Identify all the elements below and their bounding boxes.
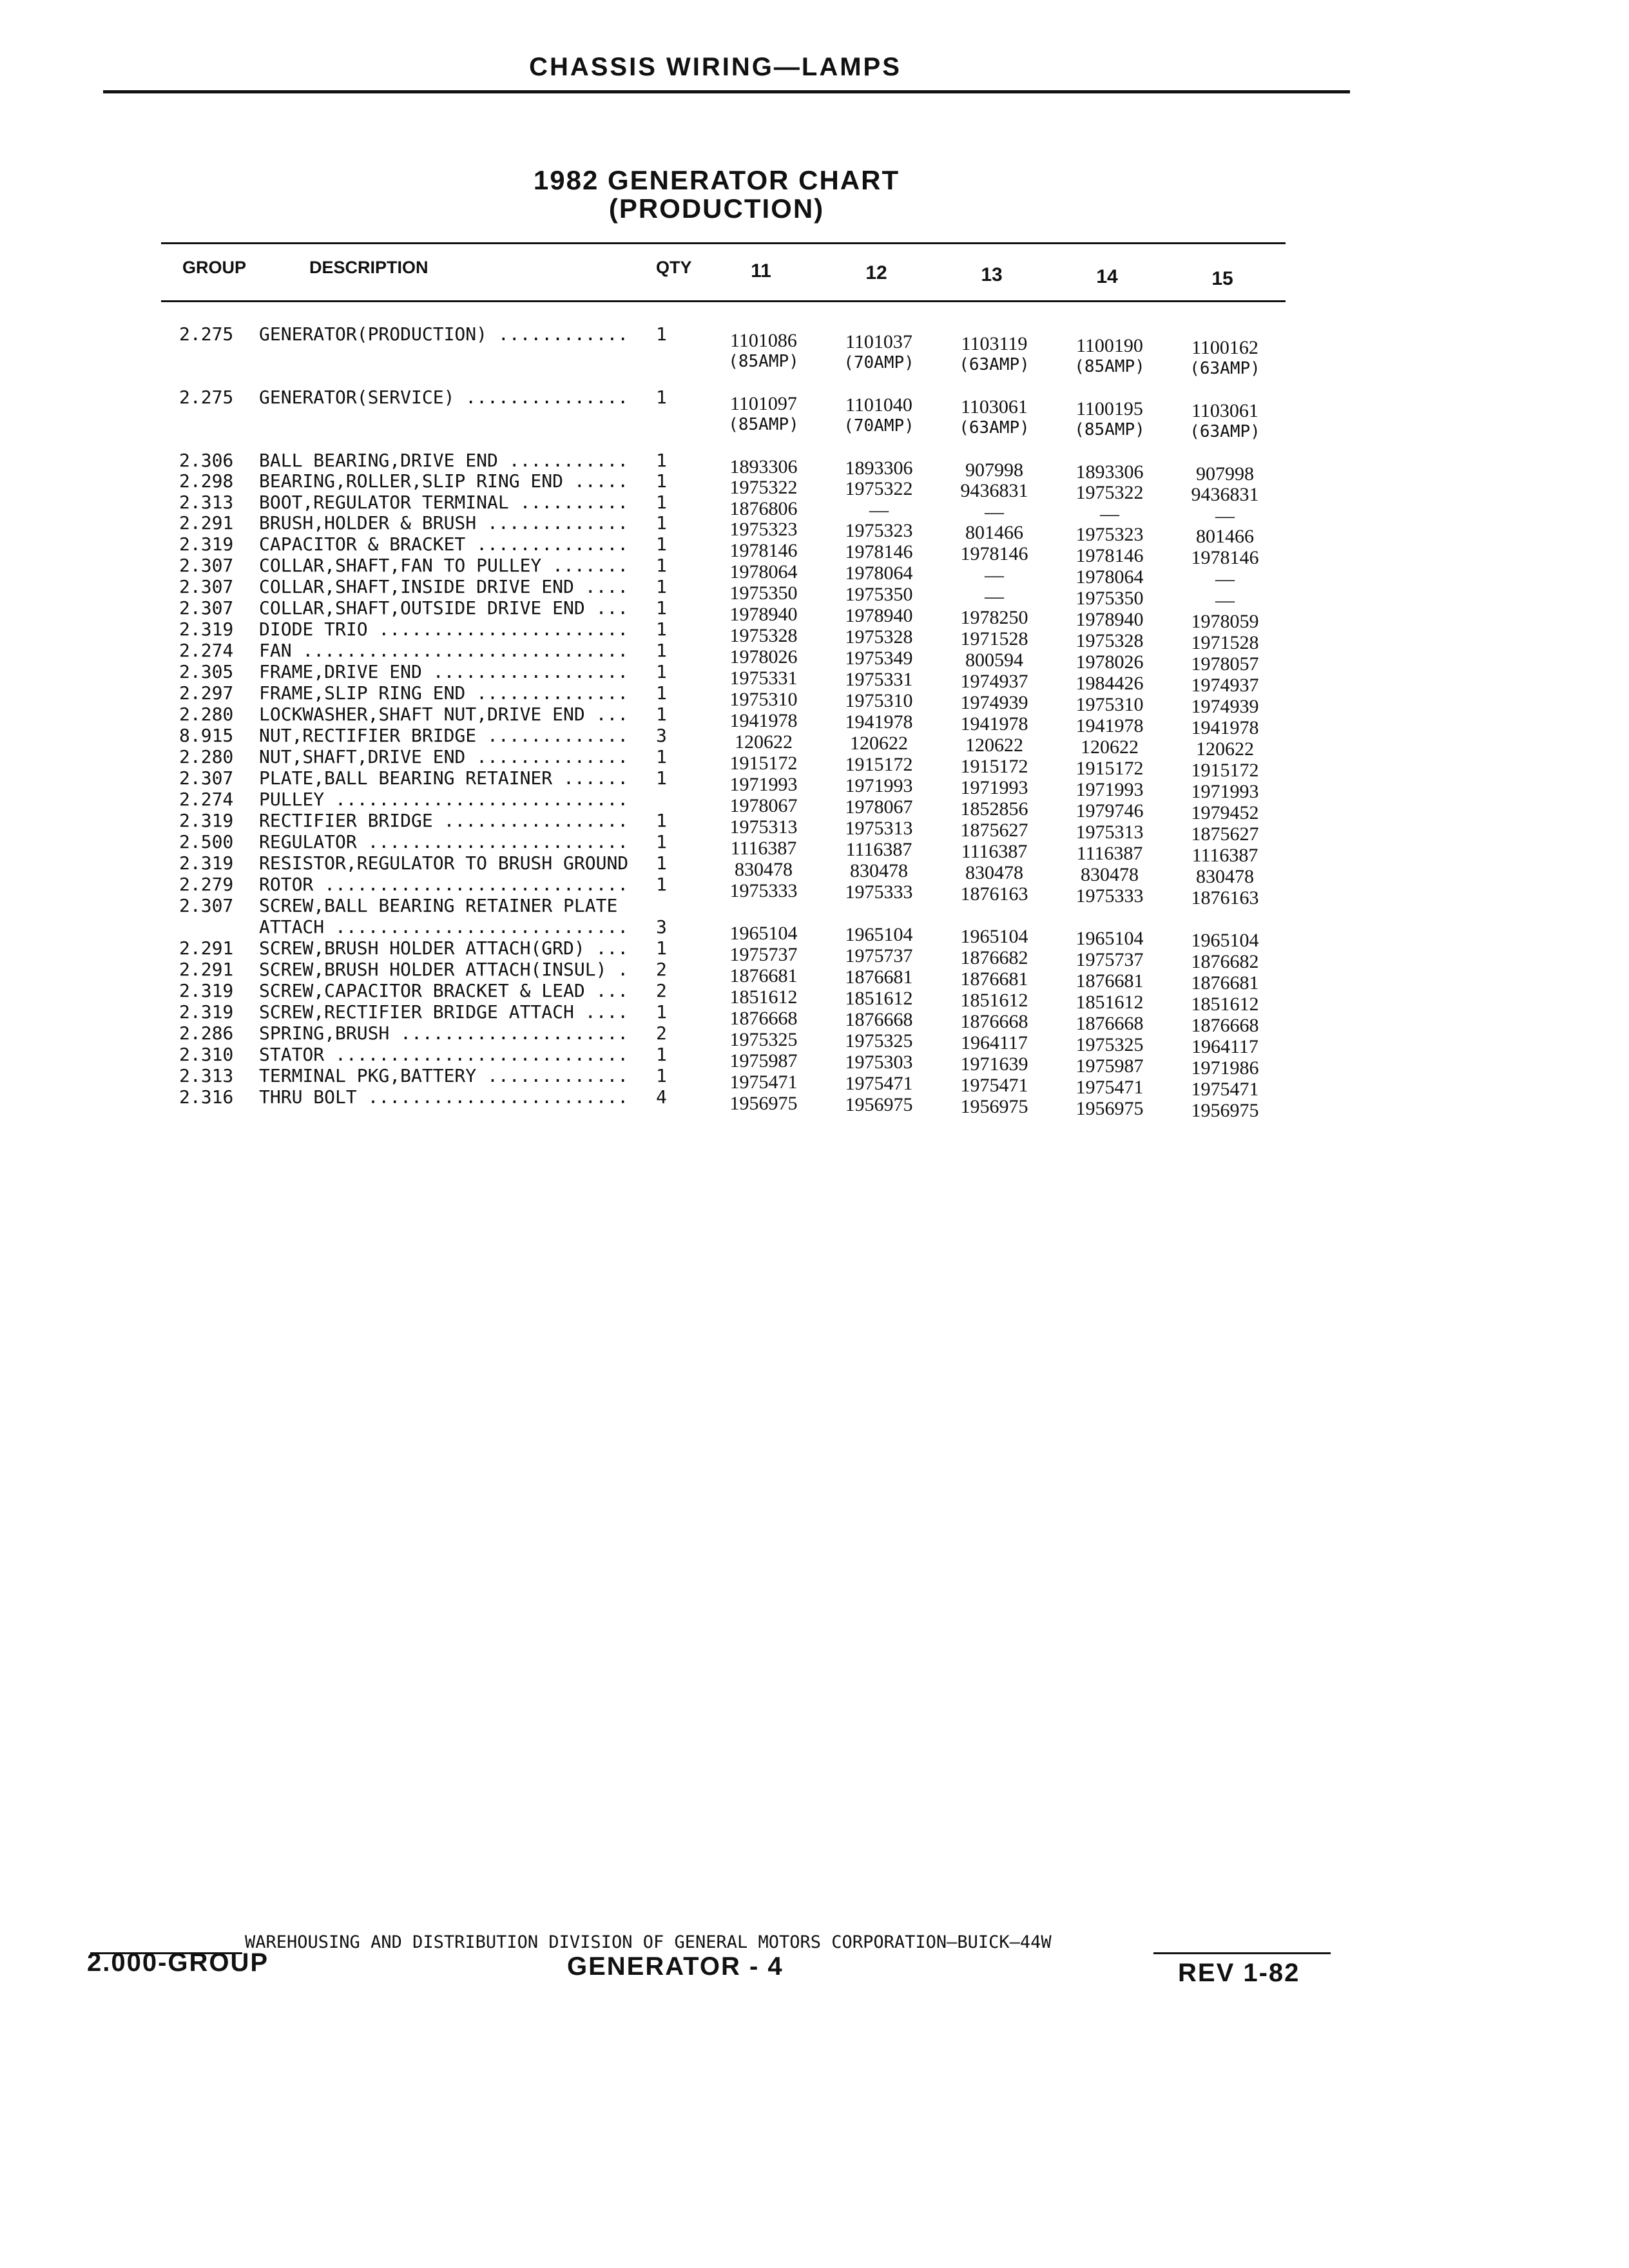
part-description: COLLAR,SHAFT,FAN TO PULLEY .......	[259, 555, 629, 576]
amperage-cell: (85AMP)	[1074, 357, 1145, 376]
part-quantity: 1	[656, 661, 667, 682]
part-number-cell: —	[985, 501, 1004, 523]
part-number-cell: 1975310	[1075, 694, 1144, 715]
amperage-cell: (70AMP)	[843, 416, 914, 436]
part-quantity: 1	[656, 450, 667, 471]
part-number-cell: 1978940	[845, 605, 913, 626]
part-number-cell: 1956975	[845, 1094, 913, 1115]
part-number-cell: —	[1215, 568, 1235, 590]
part-number-cell: 1978067	[845, 796, 913, 818]
part-quantity: 1	[656, 1044, 667, 1065]
group-number: 2.274	[179, 640, 234, 661]
part-number-cell: 1116387	[845, 839, 912, 860]
part-number-cell: 1978146	[729, 540, 798, 561]
part-number-cell: 1941978	[960, 713, 1028, 735]
group-number: 2.275	[179, 387, 234, 408]
part-number-cell: 830478	[1196, 866, 1254, 887]
part-number-cell: 1975471	[845, 1073, 913, 1094]
part-number-cell: 1965104	[1075, 928, 1144, 949]
part-description: CAPACITOR & BRACKET ..............	[259, 533, 629, 555]
part-number-cell: 1876668	[1075, 1013, 1144, 1034]
part-number-cell: 1975737	[845, 945, 913, 966]
part-description: BALL BEARING,DRIVE END ...........	[259, 450, 629, 471]
part-number-cell: 1851612	[1191, 994, 1259, 1015]
part-number-cell: 1971993	[845, 775, 913, 796]
part-number-cell: 1915172	[845, 754, 913, 775]
part-number-cell: 1876668	[1191, 1015, 1259, 1036]
part-number-cell: 1964117	[1191, 1036, 1258, 1057]
part-number-cell: 1941978	[1191, 717, 1259, 738]
part-number-cell: 1876163	[960, 883, 1028, 905]
part-number-cell: 1975331	[729, 668, 798, 689]
group-number: 2.307	[179, 767, 234, 789]
part-number-cell: 1851612	[729, 986, 798, 1008]
group-number: 2.313	[179, 492, 234, 513]
part-number-cell: 1975323	[1075, 524, 1144, 545]
part-number-cell: 1941978	[1075, 715, 1144, 736]
part-number-cell: 1876668	[845, 1009, 913, 1030]
part-number-cell: 1975313	[1075, 822, 1144, 843]
part-number-cell: 1975471	[729, 1072, 798, 1093]
part-quantity: 1	[656, 492, 667, 513]
footer-group-label: 2.000-GROUP	[87, 1948, 269, 1977]
amperage-cell: (85AMP)	[1074, 420, 1145, 439]
model-column-header: 11	[751, 260, 771, 282]
part-number-cell: 907998	[1196, 463, 1254, 485]
part-quantity: 1	[656, 576, 667, 597]
part-quantity: 1	[656, 1001, 667, 1023]
part-quantity: 2	[656, 980, 667, 1001]
part-number-cell: 1852856	[960, 798, 1028, 820]
part-number-cell: 1978146	[960, 543, 1028, 564]
part-number-cell: 1876668	[729, 1008, 798, 1029]
part-number-cell: 1971993	[729, 774, 798, 795]
part-number-cell: —	[1100, 503, 1119, 524]
part-number-cell: 830478	[735, 859, 793, 880]
amperage-cell: (70AMP)	[843, 353, 914, 372]
part-number-cell: 830478	[850, 860, 908, 881]
part-quantity: 1	[656, 555, 667, 576]
part-number-cell: 1975325	[1075, 1034, 1144, 1055]
part-quantity: 1	[656, 746, 667, 767]
part-number-cell: 1975471	[1075, 1077, 1144, 1098]
part-number-cell: 1956975	[1191, 1100, 1259, 1121]
part-number-cell: 1975333	[729, 880, 798, 901]
part-description: LOCKWASHER,SHAFT NUT,DRIVE END ...	[259, 704, 629, 725]
group-number: 2.319	[179, 810, 234, 831]
part-number-cell: 1978057	[1191, 653, 1259, 675]
part-number-cell: 1965104	[845, 924, 913, 945]
model-column-header: 13	[981, 264, 1003, 285]
group-column-header: GROUP	[182, 258, 247, 277]
part-number-cell: 1975349	[845, 648, 913, 669]
part-number-cell: 1876681	[960, 968, 1028, 990]
part-number-cell: 1975471	[960, 1075, 1028, 1096]
part-number-cell: 1964117	[961, 1032, 1028, 1053]
part-number-cell: 1956975	[1075, 1098, 1144, 1119]
part-description: BEARING,ROLLER,SLIP RING END .....	[259, 470, 629, 492]
part-number-cell: 1975331	[845, 669, 913, 690]
part-number-cell: 1893306	[729, 456, 798, 477]
part-number-cell: 1978026	[729, 646, 798, 668]
part-number-cell: 1116387	[1076, 843, 1143, 864]
part-number-cell: 1975350	[845, 584, 913, 605]
part-number-cell: 1974937	[960, 671, 1028, 692]
part-number-cell: 1975322	[845, 478, 913, 499]
part-number-cell: 1979452	[1191, 802, 1259, 823]
part-number-cell: 120622	[1196, 738, 1254, 760]
amperage-cell: (63AMP)	[959, 418, 1030, 437]
part-number-cell: 1101086	[730, 330, 797, 351]
group-number: 2.319	[179, 619, 234, 640]
part-description: THRU BOLT ........................	[259, 1086, 629, 1108]
part-quantity: 1	[656, 874, 667, 895]
chart-title-line2: (PRODUCTION)	[608, 193, 825, 224]
part-number-cell: 1975323	[729, 519, 798, 540]
description-column-header: DESCRIPTION	[309, 258, 429, 277]
part-number-cell: 1965104	[960, 926, 1028, 947]
group-number: 2.280	[179, 704, 234, 725]
part-description: GENERATOR(SERVICE) ...............	[259, 387, 629, 408]
part-number-cell: 1915172	[1075, 758, 1144, 779]
part-quantity: 1	[656, 387, 667, 408]
part-number-cell: 1876163	[1191, 887, 1259, 908]
part-quantity: 1	[656, 831, 667, 852]
part-number-cell: —	[985, 564, 1004, 586]
part-description: SCREW,RECTIFIER BRIDGE ATTACH ....	[259, 1001, 629, 1023]
group-number: 2.307	[179, 576, 234, 597]
part-number-cell: 830478	[965, 862, 1023, 883]
part-quantity: 1	[656, 810, 667, 831]
part-number-cell: 1975325	[845, 1030, 913, 1052]
part-number-cell: 1978059	[1191, 611, 1259, 632]
group-number: 2.319	[179, 980, 234, 1001]
group-number: 2.319	[179, 1001, 234, 1023]
part-quantity: 1	[656, 323, 667, 345]
part-quantity: 1	[656, 619, 667, 640]
part-number-cell: —	[985, 586, 1004, 607]
part-number-cell: 1941978	[729, 710, 798, 731]
part-description: FRAME,SLIP RING END ..............	[259, 682, 629, 704]
part-number-cell: 1893306	[1075, 461, 1144, 483]
part-number-cell: 1975350	[729, 582, 798, 604]
qty-column-header: QTY	[656, 258, 692, 277]
part-number-cell: 1975333	[845, 881, 913, 903]
part-number-cell: 1876668	[960, 1011, 1028, 1032]
part-quantity: 1	[656, 1065, 667, 1086]
part-number-cell: 1965104	[729, 923, 798, 944]
part-number-cell: —	[869, 499, 889, 521]
table-row	[0, 1086, 1629, 1121]
part-number-cell: 120622	[1081, 736, 1139, 758]
part-number-cell: 1978940	[729, 604, 798, 625]
part-number-cell: —	[1215, 590, 1235, 611]
footer-rule-right	[1153, 1952, 1331, 1954]
part-number-cell: 907998	[965, 459, 1023, 481]
amperage-cell: (63AMP)	[1190, 359, 1260, 378]
part-number-cell: 1851612	[845, 988, 913, 1009]
part-number-cell: 1975333	[1075, 885, 1144, 907]
part-number-cell: 1851612	[960, 990, 1028, 1011]
part-quantity: 1	[656, 852, 667, 874]
part-number-cell: 1915172	[1191, 760, 1259, 781]
group-number: 2.286	[179, 1023, 234, 1044]
part-number-cell: 1975987	[729, 1050, 798, 1072]
amperage-cell: (85AMP)	[728, 352, 799, 371]
part-number-cell: 1975737	[1075, 949, 1144, 970]
part-number-cell: 1975313	[845, 818, 913, 839]
part-description: PLATE,BALL BEARING RETAINER ......	[259, 767, 629, 789]
part-number-cell: 1851612	[1075, 992, 1144, 1013]
amperage-cell: (85AMP)	[728, 415, 799, 434]
part-number-cell: 1975303	[845, 1052, 913, 1073]
group-number: 8.915	[179, 725, 234, 746]
part-quantity: 3	[656, 916, 667, 937]
part-number-cell: 1978064	[729, 561, 798, 582]
part-number-cell: 1876682	[1191, 951, 1259, 972]
part-number-cell: 1975328	[729, 625, 798, 646]
part-number-cell: 1975325	[729, 1029, 798, 1050]
group-number: 2.316	[179, 1086, 234, 1108]
part-description: GENERATOR(PRODUCTION) ............	[259, 323, 629, 345]
part-number-cell: 1100162	[1191, 337, 1258, 358]
part-number-cell: 1975310	[845, 690, 913, 711]
part-description: NUT,SHAFT,DRIVE END ..............	[259, 746, 629, 767]
part-number-cell: 1875627	[1191, 823, 1259, 845]
part-number-cell: 1876681	[845, 966, 913, 988]
part-number-cell: 1956975	[729, 1093, 798, 1114]
part-number-cell: 1975323	[845, 520, 913, 541]
part-number-cell: 1956975	[960, 1096, 1028, 1117]
model-column-header: 12	[865, 262, 887, 284]
group-number: 2.291	[179, 512, 234, 533]
group-number: 2.319	[179, 533, 234, 555]
part-number-cell: 1103119	[961, 333, 1028, 354]
group-number: 2.307	[179, 597, 234, 619]
table-row	[0, 895, 1629, 917]
part-number-cell: 1978064	[845, 562, 913, 584]
part-quantity: 1	[656, 767, 667, 789]
part-number-cell: 1975322	[729, 477, 798, 498]
chart-title-line1: 1982 GENERATOR CHART	[533, 165, 900, 195]
part-description: REGULATOR ........................	[259, 831, 629, 852]
part-number-cell: 1984426	[1075, 673, 1144, 694]
part-number-cell: 1975987	[1075, 1055, 1144, 1077]
group-number: 2.313	[179, 1065, 234, 1086]
group-number: 2.291	[179, 937, 234, 959]
part-number-cell: 1975310	[729, 689, 798, 710]
group-number: 2.279	[179, 874, 234, 895]
part-number-cell: 1975350	[1075, 588, 1144, 609]
table-row	[0, 323, 1629, 378]
amperage-cell: (63AMP)	[959, 355, 1030, 374]
part-number-cell: 1978146	[845, 541, 913, 562]
part-description: PULLEY ...........................	[259, 789, 629, 810]
part-number-cell: 1971528	[960, 628, 1028, 649]
group-number: 2.274	[179, 789, 234, 810]
part-number-cell: 1971528	[1191, 632, 1259, 653]
section-title: CHASSIS WIRING—LAMPS	[529, 53, 901, 81]
part-number-cell: 1971993	[1191, 781, 1259, 802]
part-number-cell: 1116387	[961, 841, 1028, 862]
part-description: FRAME,DRIVE END ..................	[259, 661, 629, 682]
part-quantity: 1	[656, 937, 667, 959]
group-number: 2.307	[179, 555, 234, 576]
part-description: SCREW,BRUSH HOLDER ATTACH(INSUL) .	[259, 959, 629, 980]
part-quantity: 4	[656, 1086, 667, 1108]
group-number: 2.319	[179, 852, 234, 874]
part-number-cell: 1975313	[729, 816, 798, 838]
part-description: RESISTOR,REGULATOR TO BRUSH GROUND	[259, 852, 629, 874]
part-description: ATTACH ...........................	[259, 916, 629, 937]
group-number: 2.306	[179, 450, 234, 471]
part-number-cell: 801466	[1196, 526, 1254, 547]
group-number: 2.298	[179, 470, 234, 492]
group-number: 2.291	[179, 959, 234, 980]
group-number: 2.307	[179, 895, 234, 916]
part-number-cell: 1101037	[845, 331, 912, 352]
group-number: 2.297	[179, 682, 234, 704]
part-quantity: 1	[656, 597, 667, 619]
part-number-cell: 1876681	[1075, 970, 1144, 992]
group-number: 2.500	[179, 831, 234, 852]
part-description: SPRING,BRUSH .....................	[259, 1023, 629, 1044]
part-number-cell: 1103061	[961, 396, 1028, 418]
part-number-cell: 801466	[965, 522, 1023, 543]
part-description: COLLAR,SHAFT,INSIDE DRIVE END ....	[259, 576, 629, 597]
part-description: NUT,RECTIFIER BRIDGE .............	[259, 725, 629, 746]
part-number-cell: 1103061	[1191, 400, 1258, 421]
part-number-cell: 1101040	[845, 394, 912, 416]
amperage-cell: (63AMP)	[1190, 422, 1260, 441]
part-number-cell: 120622	[850, 733, 908, 754]
part-number-cell: 1978940	[1075, 609, 1144, 630]
part-number-cell: 1875627	[960, 820, 1028, 841]
part-number-cell: 120622	[735, 731, 793, 753]
group-number: 2.280	[179, 746, 234, 767]
part-description: DIODE TRIO .......................	[259, 619, 629, 640]
part-number-cell: 1876682	[960, 947, 1028, 968]
part-quantity: 1	[656, 640, 667, 661]
part-number-cell: 830478	[1081, 864, 1139, 885]
part-number-cell: 1975328	[845, 626, 913, 648]
part-number-cell: 1876681	[1191, 972, 1259, 994]
model-column-header: 14	[1096, 266, 1118, 287]
part-quantity: 1	[656, 682, 667, 704]
part-quantity: 2	[656, 1023, 667, 1044]
part-description: ROTOR ............................	[259, 874, 629, 895]
part-number-cell: 1974939	[960, 692, 1028, 713]
part-number-cell: 9436831	[960, 480, 1028, 501]
part-number-cell: 1100195	[1076, 398, 1143, 419]
part-description: SCREW,CAPACITOR BRACKET & LEAD ...	[259, 980, 629, 1001]
footer-organization: WAREHOUSING AND DISTRIBUTION DIVISION OF GENERAL MOTORS CORPORATION—BUICK—44W	[245, 1932, 1052, 1952]
part-number-cell: 1974939	[1191, 696, 1259, 717]
part-number-cell: 9436831	[1191, 484, 1259, 505]
part-number-cell: 1971993	[960, 777, 1028, 798]
part-quantity: 1	[656, 704, 667, 725]
part-number-cell: 1975737	[729, 944, 798, 965]
part-number-cell: 1876806	[729, 498, 798, 519]
part-number-cell: 1978064	[1075, 566, 1144, 588]
part-description: COLLAR,SHAFT,OUTSIDE DRIVE END ...	[259, 597, 629, 619]
part-number-cell: 1116387	[730, 838, 797, 859]
part-number-cell: 1101097	[730, 393, 797, 414]
group-number: 2.275	[179, 323, 234, 345]
part-number-cell: 1116387	[1191, 845, 1258, 866]
part-quantity: 3	[656, 725, 667, 746]
group-number: 2.310	[179, 1044, 234, 1065]
part-number-cell: 1971639	[960, 1053, 1028, 1075]
part-number-cell: 1971993	[1075, 779, 1144, 800]
part-number-cell: 1975471	[1191, 1079, 1259, 1100]
part-number-cell: 1979746	[1075, 800, 1144, 822]
part-number-cell: 1971986	[1191, 1057, 1259, 1079]
part-number-cell: 120622	[965, 735, 1023, 756]
part-number-cell: 1915172	[729, 753, 798, 774]
part-description: BRUSH,HOLDER & BRUSH .............	[259, 512, 629, 533]
part-number-cell: 1965104	[1191, 930, 1259, 951]
part-description: BOOT,REGULATOR TERMINAL ..........	[259, 492, 629, 513]
part-description: FAN ..............................	[259, 640, 629, 661]
part-description: SCREW,BRUSH HOLDER ATTACH(GRD) ...	[259, 937, 629, 959]
part-number-cell: 1978026	[1075, 651, 1144, 673]
part-description: RECTIFIER BRIDGE .................	[259, 810, 629, 831]
part-number-cell: 1978146	[1191, 547, 1259, 568]
part-quantity: 1	[656, 512, 667, 533]
part-description: SCREW,BALL BEARING RETAINER PLATE	[259, 895, 618, 916]
part-quantity: 1	[656, 470, 667, 492]
footer-revision: REV 1-82	[1178, 1959, 1300, 1987]
part-description: TERMINAL PKG,BATTERY .............	[259, 1065, 629, 1086]
part-quantity: 2	[656, 959, 667, 980]
part-number-cell: 800594	[965, 649, 1023, 671]
part-number-cell: 1975322	[1075, 482, 1144, 503]
part-number-cell: 1974937	[1191, 675, 1259, 696]
model-column-header: 15	[1211, 268, 1233, 289]
part-number-cell: —	[1215, 505, 1235, 526]
part-number-cell: 1893306	[845, 457, 913, 479]
part-quantity: 1	[656, 533, 667, 555]
part-number-cell: 1100190	[1076, 335, 1143, 356]
part-number-cell: 1978250	[960, 607, 1028, 628]
part-description: STATOR ...........................	[259, 1044, 629, 1065]
group-number: 2.305	[179, 661, 234, 682]
part-number-cell: 1941978	[845, 711, 913, 733]
part-number-cell: 1978146	[1075, 545, 1144, 566]
part-number-cell: 1876681	[729, 965, 798, 986]
part-number-cell: 1978067	[729, 795, 798, 816]
part-number-cell: 1915172	[960, 756, 1028, 777]
part-number-cell: 1975328	[1075, 630, 1144, 651]
footer-page-label: GENERATOR - 4	[567, 1952, 784, 1981]
table-row	[0, 387, 1629, 441]
